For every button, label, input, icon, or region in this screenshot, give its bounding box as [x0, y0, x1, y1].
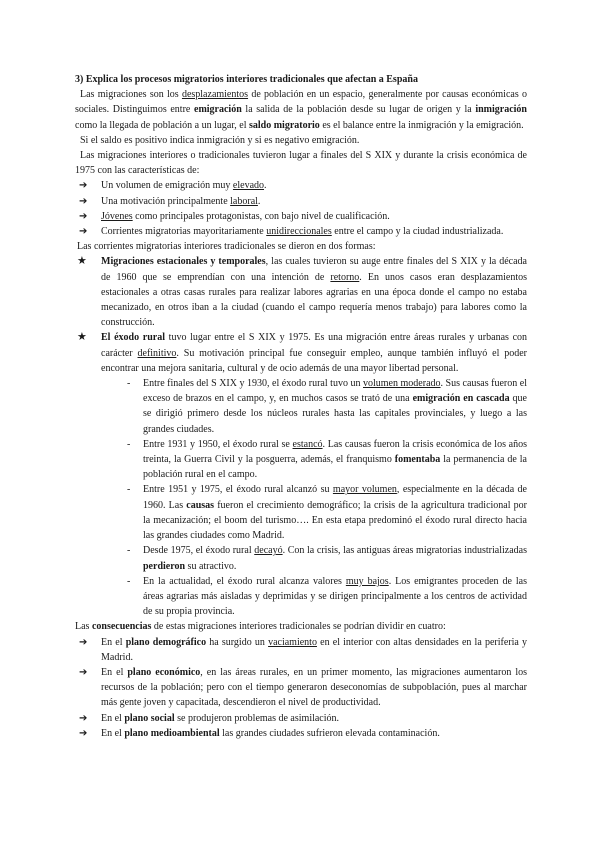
bold-term: inmigración [475, 104, 527, 116]
bold-term: emigración [194, 104, 242, 116]
list-item-seasonal [75, 254, 527, 330]
bold-term: causas [186, 499, 215, 511]
bold-term: El éxodo rural [101, 332, 166, 344]
text: es el balance entre la inmigración y la emigración. [319, 119, 524, 131]
underlined-term: muy bajos [345, 575, 389, 587]
text: , en las áreas rurales, en un primer momento, las migraciones aumentaron los recursos de la población; pero con el tiempo generaron deseconomías de subpoblación, pues al marchar más gente joven y capacitada, descendieron el nivel de productividad. [101, 666, 528, 709]
text: entre el campo y la ciudad industrializada. [331, 226, 504, 238]
text: su atractivo. [185, 560, 237, 572]
text: Corrientes migratorias mayoritariamente [101, 226, 267, 238]
text: En el [101, 636, 126, 648]
text: fueron el crecimiento demográfico; la crisis de la agricultura tradicional por la mecanización; el boom del turismo…. En esta etapa predominó el éxodo rural directo hacia las grandes ciudades como Madrid. [143, 499, 527, 542]
star-icon: ★ [77, 255, 87, 268]
bold-term: plano demográfico [125, 636, 207, 648]
text: En la actualidad, el éxodo rural alcanza valores [143, 575, 346, 587]
text: . Su motivación principal fue conseguir empleo, aunque también influyó el poder encontrar una mejora sanitaria, cultural y de ocio además de una mayor libertad personal. [101, 347, 527, 374]
bold-term: plano social [124, 712, 175, 724]
underlined-term: desplazamientos [181, 89, 249, 101]
sublist-item [75, 543, 527, 573]
text: la permanencia de la población rural en el campo. [143, 454, 527, 481]
list-item-rural-exodus [75, 330, 527, 376]
underlined-term: vaciamiento [268, 636, 317, 648]
arrow-icon: ➔ [79, 636, 88, 648]
text: como principales protagonistas, con bajo nivel de cualificación. [132, 210, 390, 222]
dash-bullet: - [127, 438, 131, 450]
document-page [75, 72, 527, 741]
bold-term: consecuencias [91, 621, 152, 633]
text: En el [101, 727, 125, 739]
underlined-term: unidireccionales [266, 226, 332, 238]
arrow-icon: ➔ [79, 195, 88, 207]
text: Entre 1951 y 1975, el éxodo rural alcanzó su [143, 484, 333, 496]
list-item [75, 711, 527, 726]
consequences-intro [75, 619, 527, 634]
bold-term: perdieron [143, 560, 186, 572]
underlined-term: estancó [292, 438, 323, 450]
arrow-icon: ➔ [79, 712, 88, 724]
sublist-item [75, 376, 527, 437]
text: en el interior con altas densidades en la periferia y Madrid. [101, 636, 528, 663]
bold-term: emigración en cascada [412, 393, 510, 405]
arrow-icon: ➔ [79, 210, 88, 222]
text: , especialmente en la década de 1960. Las [143, 484, 527, 511]
list-item [75, 224, 527, 239]
forms-intro: Las corrientes migratorias interiores tradicionales se dieron en dos formas: [77, 241, 376, 253]
text: Entre finales del S XIX y 1930, el éxodo rural tuvo un [143, 378, 363, 390]
text: . Con la crisis, las antiguas áreas migratorias industrializadas [282, 545, 527, 557]
list-item [75, 178, 527, 193]
text: ha surgido un [206, 636, 269, 648]
underlined-term: decayó [254, 545, 283, 557]
text: . Las causas fueron la crisis económica de los años treinta, la Guerra Civil y la posguerra, además, el franquismo [143, 438, 527, 466]
text: Las migraciones son los [80, 89, 182, 101]
text: . Sus causas fueron el exceso de brazos en el campo, y, en muchos casos se trató de una [143, 378, 527, 405]
bold-term: plano económico [127, 666, 201, 678]
intro-paragraph [75, 87, 527, 133]
underlined-term: Jóvenes [101, 210, 133, 222]
text: de estas migraciones interiores tradicionales se podrían dividir en cuatro: [151, 621, 446, 633]
arrow-icon: ➔ [79, 180, 88, 192]
migrations-paragraph: Las migraciones interiores o tradicionales tuvieron lugar a finales del S XIX y durante la crisis económica de 1975 con las características de: [75, 150, 527, 177]
underlined-term: laboral [230, 195, 258, 207]
dash-bullet: - [127, 545, 131, 557]
arrow-icon: ➔ [79, 666, 88, 678]
bold-term: fomentaba [394, 454, 441, 466]
text: se produjeron problemas de asimilación. [174, 712, 340, 724]
arrow-icon: ➔ [79, 727, 88, 739]
text: . En unos casos eran desplazamientos estacionales a otras casas rurales para realizar labores agrarias en una época donde el campo no estaba mecanizado, en otros iban a la ciudad (cuando el campo requería menos trabajo) para labores como la construcción. [101, 271, 527, 329]
underlined-term: retorno [330, 271, 360, 283]
dash-bullet: - [127, 484, 131, 496]
text: las grandes ciudades sufrieron elevada contaminación. [219, 727, 440, 739]
text: En el [101, 712, 125, 724]
text: Desde 1975, el éxodo rural [143, 545, 255, 557]
text: de población en un espacio, generalmente por causas económicas o sociales. Distinguimos entre [75, 89, 527, 116]
underlined-term: mayor volumen [332, 484, 397, 496]
underlined-term: elevado [232, 180, 265, 192]
bold-term: Migraciones estacionales y temporales [101, 256, 266, 268]
list-item [75, 209, 527, 224]
text: Una motivación principalmente [101, 195, 231, 207]
list-item [75, 635, 527, 665]
text: . [257, 195, 261, 207]
text: Las [75, 621, 92, 633]
list-item [75, 194, 527, 209]
question-title: 3) Explica los procesos migratorios interiores tradicionales que afectan a España [75, 74, 418, 85]
list-item [75, 726, 527, 741]
sublist-item [75, 482, 527, 543]
text: como la llegada de población a un lugar, el [75, 119, 249, 131]
underlined-term: definitivo [137, 347, 177, 359]
text: Un volumen de emigración muy [101, 180, 233, 192]
bold-term: plano medioambiental [124, 727, 220, 739]
sublist-item [75, 574, 527, 620]
dash-bullet: - [127, 378, 131, 390]
underlined-term: volumen moderado [363, 378, 441, 390]
text: En el [101, 666, 128, 678]
sublist-item [75, 437, 527, 483]
text: . Los emigrantes proceden de las áreas agrarias más aisladas y deprimidas y se dirigen principalmente a los centros de actividad de su propia provincia. [143, 575, 527, 618]
bold-term: saldo migratorio [248, 119, 320, 131]
text: . [264, 180, 267, 192]
saldo-paragraph: Si el saldo es positivo indica inmigración y si es negativo emigración. [80, 134, 360, 146]
text: Entre 1931 y 1950, el éxodo rural se [143, 438, 293, 450]
dash-bullet: - [127, 575, 131, 587]
star-icon: ★ [77, 331, 87, 344]
text: tuvo lugar entre el S XIX y 1975. Es una migración entre áreas rurales y urbanas con carácter [101, 332, 528, 359]
text: que se dirigió primero desde los núcleos rurales hasta las capitales provinciales, y luego a las grandes ciudades. [143, 393, 527, 435]
list-item [75, 665, 527, 711]
arrow-icon: ➔ [79, 226, 88, 238]
text: la salida de la población desde su lugar de origen y la [241, 104, 476, 116]
text: , las cuales tuvieron su auge entre finales del S XIX y la década de 1960 que se emprendían con una intención de [101, 256, 527, 283]
